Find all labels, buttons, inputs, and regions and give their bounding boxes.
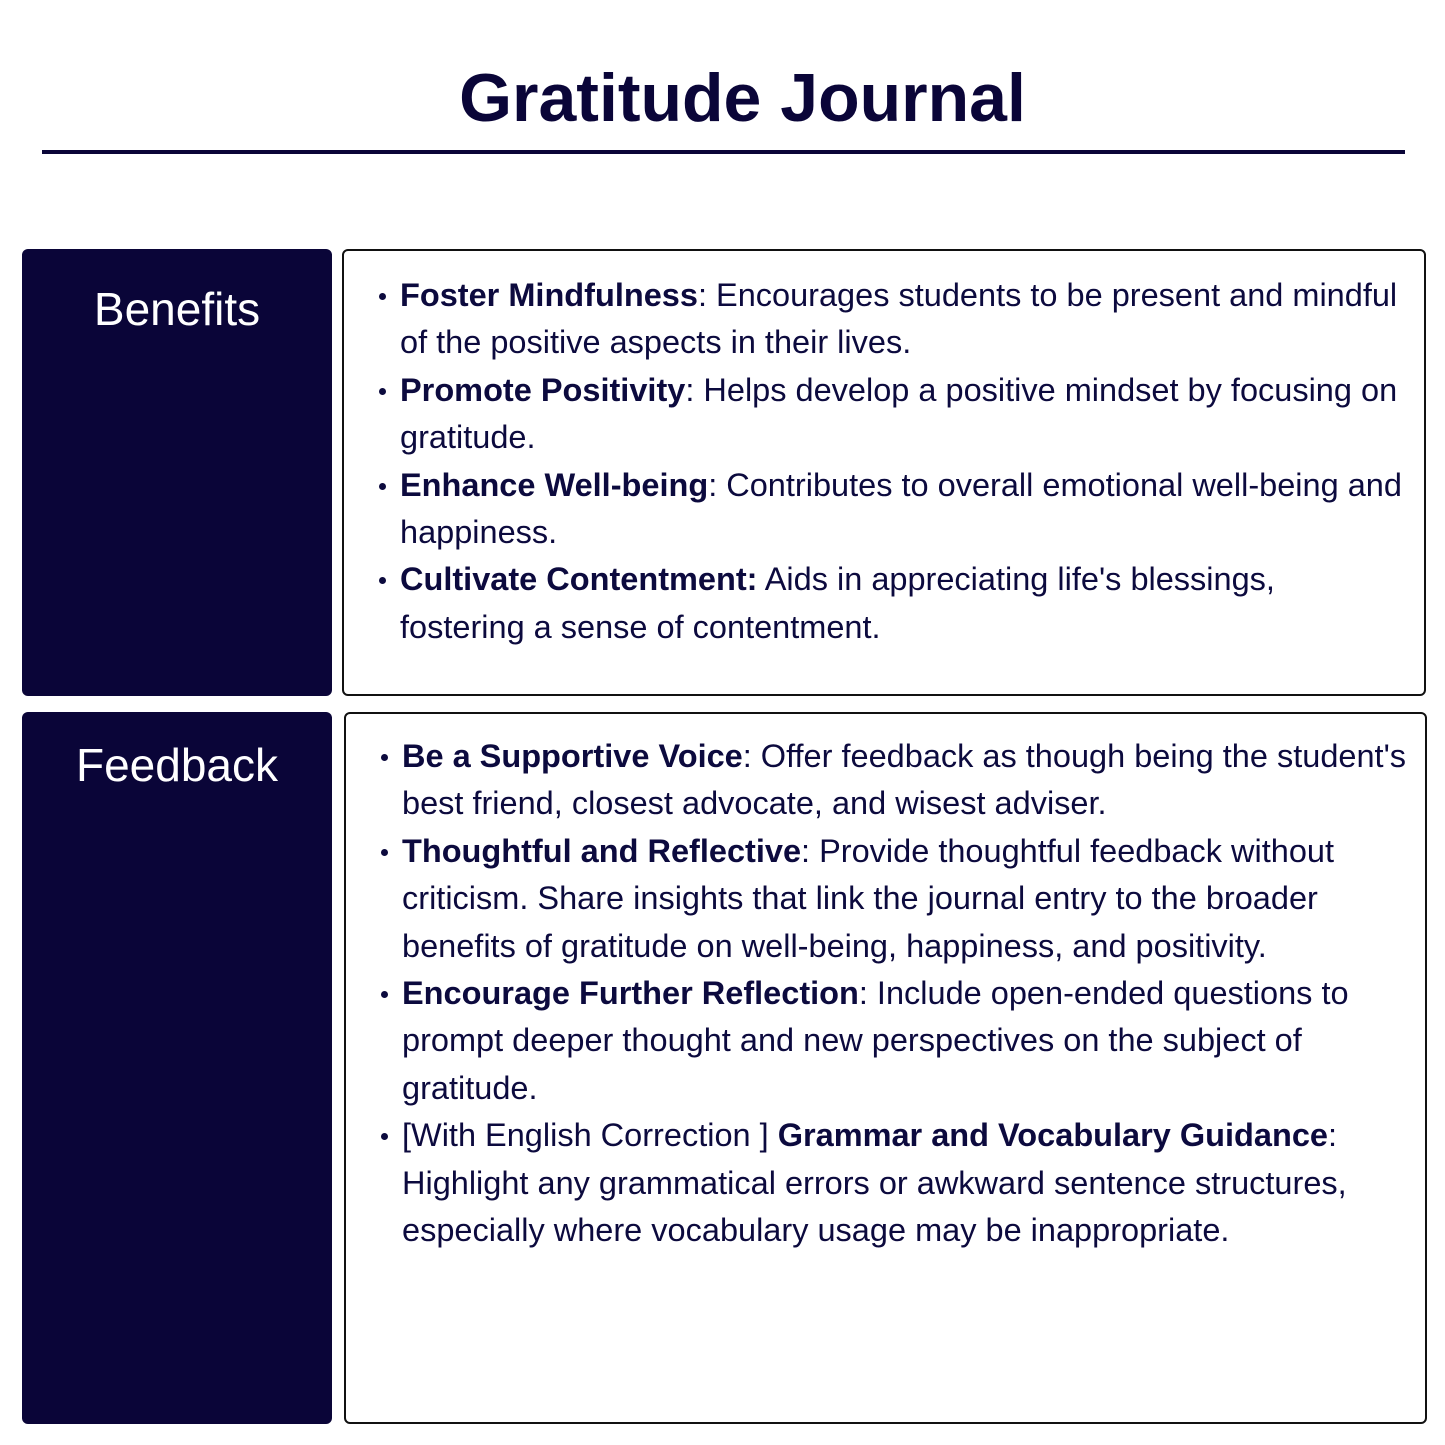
benefits-label-panel (22, 249, 332, 696)
list-item (402, 733, 1425, 828)
list-item (400, 367, 1424, 462)
item-text: : Include open-ended questions to prompt deeper thought and new perspectives on the subject of gratitude. (402, 975, 1349, 1106)
item-heading: Be a Supportive Voice (402, 738, 743, 774)
feedback-list (346, 733, 1425, 1254)
benefits-label: Benefits (93, 283, 261, 335)
item-text: : Encourages students to be present and mindful of the positive aspects in their lives. (400, 277, 1398, 361)
list-item (402, 970, 1425, 1112)
feedback-panel (344, 712, 1427, 1424)
benefits-panel (342, 249, 1426, 696)
item-heading: Cultivate Contentment: (400, 561, 758, 598)
item-heading: Thoughtful and Reflective (402, 832, 802, 869)
item-heading: Encourage Further Reflection (402, 975, 859, 1012)
item-text: : Helps develop a positive mindset by focusing on gratitude. (400, 371, 1398, 456)
item-text: Aids in appreciating life's blessings, fostering a sense of contentment. (400, 561, 1275, 645)
list-item (400, 556, 1424, 651)
item-heading: Grammar and Vocabulary Guidance (777, 1117, 1328, 1154)
item-heading: Enhance Well-being (400, 466, 709, 503)
item-heading: Promote Positivity (400, 371, 686, 408)
item-heading: Foster Mindfulness (400, 277, 698, 313)
list-item (402, 828, 1425, 970)
item-prefix: [With English Correction ] (402, 1117, 778, 1154)
title-divider (42, 150, 1405, 154)
item-text: : Provide thoughtful feedback without criticism. Share insights that link the journal entry to the broader benefits of gratitude on well-being, happiness, and positivity. (402, 832, 1335, 964)
list-item (400, 462, 1424, 557)
benefits-list (344, 272, 1424, 651)
list-item (400, 272, 1424, 367)
item-text: : Offer feedback as though being the student's best friend, closest advocate, and wisest adviser. (402, 738, 1407, 822)
item-text: : Highlight any grammatical errors or awkward sentence structures, especially where vocabulary usage may be inappropriate. (402, 1117, 1347, 1249)
feedback-label-panel (22, 712, 332, 1424)
feedback-label: Feedback (75, 739, 278, 791)
page-title: Gratitude Journal (459, 60, 1026, 136)
item-text: : Contributes to overall emotional well-being and happiness. (400, 466, 1402, 551)
list-item (402, 1112, 1425, 1254)
